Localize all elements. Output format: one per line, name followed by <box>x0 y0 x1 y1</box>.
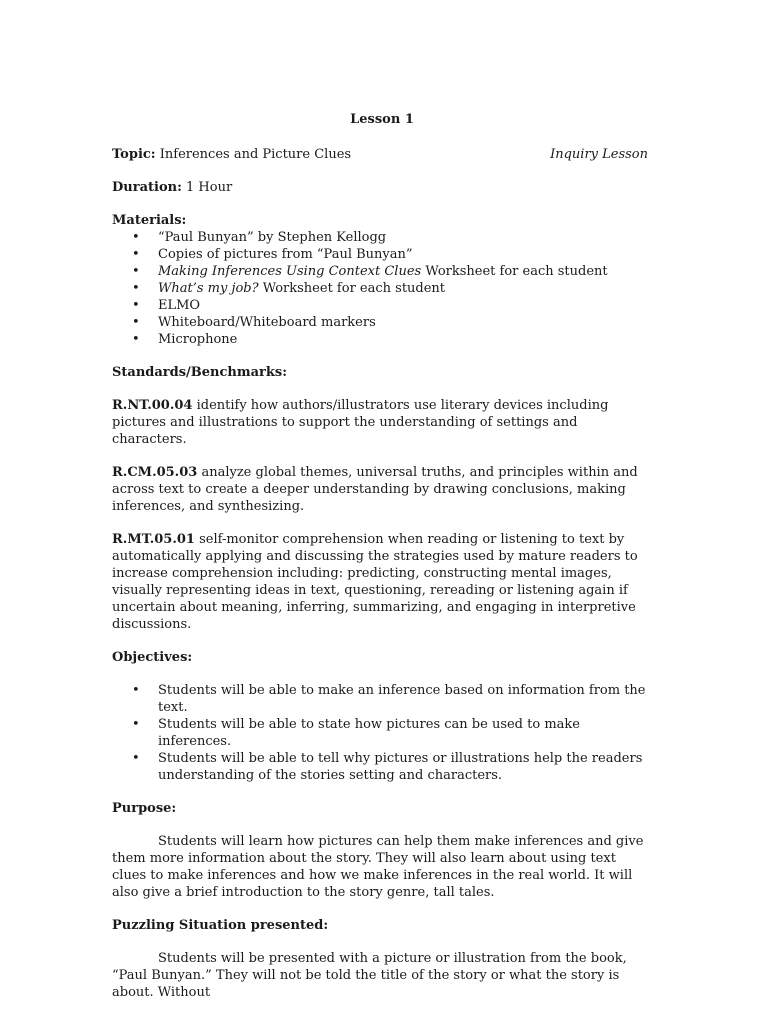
list-item: • What’s my job? Worksheet for each student <box>132 281 446 296</box>
standard-code: R.MT.05.01 <box>112 532 195 547</box>
bullet-icon: • <box>132 315 140 330</box>
list-item: • Students will be able to tell why pictures or illustrations help the readers understanding of the stories setting and characters. <box>132 751 643 783</box>
list-item: • Students will be able to make an inference based on information from the text. <box>132 683 646 715</box>
standard-code: R.NT.00.04 <box>112 398 193 413</box>
duration-value: 1 Hour <box>186 180 233 195</box>
duration-row <box>112 179 652 196</box>
purpose-heading: Purpose: <box>112 801 177 816</box>
topic-value: Inferences and Picture Clues <box>159 147 352 162</box>
objectives-list <box>112 682 652 784</box>
standard-item <box>112 397 652 448</box>
bullet-icon: • <box>132 683 140 698</box>
bullet-icon: • <box>132 281 140 296</box>
standard-item <box>112 531 652 633</box>
lesson-type: Inquiry Lesson <box>550 147 648 162</box>
list-item: • Whiteboard/Whiteboard markers <box>132 315 376 330</box>
list-item: • Copies of pictures from “Paul Bunyan” <box>132 247 413 262</box>
bullet-icon: • <box>132 247 140 262</box>
standard-item <box>112 464 652 515</box>
bullet-icon: • <box>132 717 140 732</box>
standard-text: analyze global themes, universal truths, and principles within and across text to create a deeper understanding by drawing conclusions, making inferences, and synthesizing. <box>112 465 638 514</box>
lesson-content <box>112 111 652 1001</box>
topic-row <box>112 146 652 163</box>
list-item: • Microphone <box>132 332 238 347</box>
standard-code: R.CM.05.03 <box>112 465 198 480</box>
bullet-icon: • <box>132 230 140 245</box>
list-item: • Making Inferences Using Context Clues Worksheet for each student <box>132 264 608 279</box>
objectives-heading: Objectives: <box>112 650 193 665</box>
puzzling-heading: Puzzling Situation presented: <box>112 918 329 933</box>
list-item: • Students will be able to state how pictures can be used to make inferences. <box>132 717 580 749</box>
bullet-icon: • <box>132 298 140 313</box>
materials-heading: Materials: <box>112 213 187 228</box>
materials-list <box>112 229 652 348</box>
duration-label: Duration: <box>112 180 182 195</box>
standards-heading: Standards/Benchmarks: <box>112 365 288 380</box>
bullet-icon: • <box>132 751 140 766</box>
purpose-text: Students will learn how pictures can help them make inferences and give them more information about the story. They will also learn about using text clues to make inferences and how we make inferences in the real world. It will also give a brief introduction to the story genre, tall tales. <box>112 834 644 900</box>
topic-label: Topic: <box>112 147 156 162</box>
bullet-icon: • <box>132 332 140 347</box>
puzzling-text: Students will be presented with a picture or illustration from the book, “Paul Bunyan.” They will not be told the title of the story or what the story is about. Without <box>112 951 627 1000</box>
standard-text: self-monitor comprehension when reading or listening to text by automatically applying and discussing the strategies used by mature readers to increase comprehension including: predicting, constructing mental images, visually representing ideas in text, questioning, rereading or listening again if uncertain about meaning, inferring, summarizing, and engaging in interpretive discussions. <box>112 532 638 632</box>
list-item: • ELMO <box>132 298 201 313</box>
bullet-icon: • <box>132 264 140 279</box>
list-item: • “Paul Bunyan” by Stephen Kellogg <box>132 230 387 245</box>
standard-text: identify how authors/illustrators use literary devices including pictures and illustrations to support the understanding of settings and characters. <box>112 398 609 447</box>
lesson-title: Lesson 1 <box>350 112 414 127</box>
